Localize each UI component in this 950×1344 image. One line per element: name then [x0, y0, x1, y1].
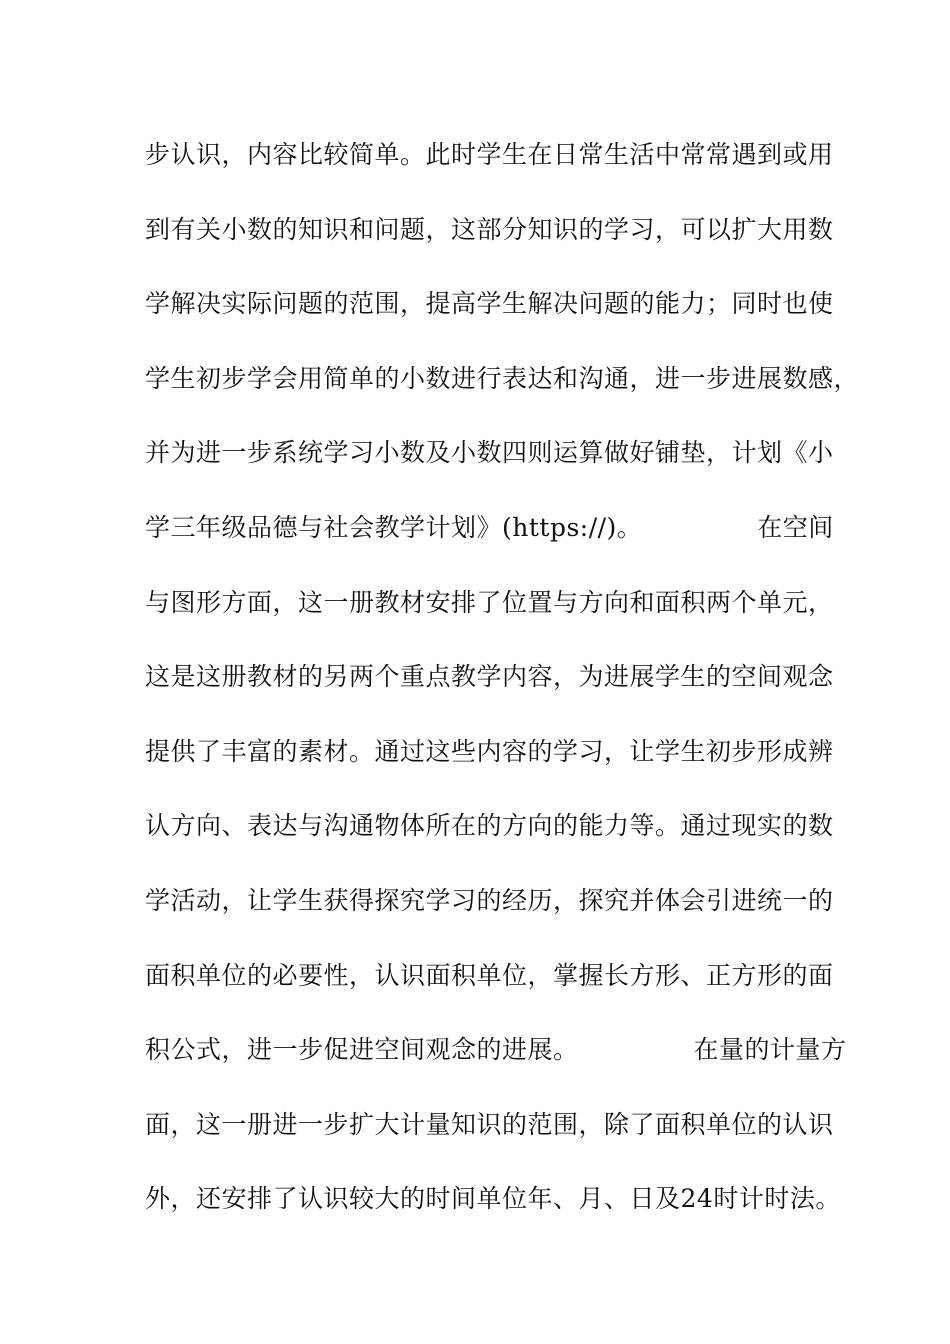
body-text	[145, 129, 860, 1248]
text-line: 并为进一步系统学习小数及小数四则运算做好铺垫，计划《小	[145, 438, 834, 468]
text-line: 外，还安排了认识较大的时间单位年、月、日及24时计时法。	[145, 1184, 841, 1214]
text-line: 与图形方面，这一册教材安排了位置与方向和面积两个单元，	[145, 587, 834, 617]
text-line: 面积单位的必要性，认识面积单位，掌握长方形、正方形的面	[145, 960, 834, 990]
text-line: 步认识，内容比较简单。此时学生在日常生活中常常遇到或用	[145, 140, 834, 169]
text-line: 学生初步学会用简单的小数进行表达和沟通，进一步进展数感，	[145, 363, 860, 393]
text-line: 这是这册教材的另两个重点教学内容，为进展学生的空间观念	[145, 662, 834, 692]
text-line: 学活动，让学生获得探究学习的经历，探究并体会引进统一的	[145, 885, 834, 915]
text-line: 认方向、表达与沟通物体所在的方向的能力等。通过现实的数	[145, 811, 834, 841]
text-line: 提供了丰富的素材。通过这些内容的学习，让学生初步形成辨	[145, 736, 834, 766]
text-line: 积公式，进一步促进空间观念的进展。 在量的计量方	[145, 1035, 847, 1065]
text-line: 学三年级品德与社会教学计划》(https://)。 在空间	[145, 512, 834, 542]
text-line: 学解决实际问题的范围，提高学生解决问题的能力；同时也使	[145, 289, 834, 319]
text-line: 到有关小数的知识和问题，这部分知识的学习，可以扩大用数	[145, 214, 834, 244]
text-line: 面，这一册进一步扩大计量知识的范围，除了面积单位的认识	[145, 1109, 834, 1139]
